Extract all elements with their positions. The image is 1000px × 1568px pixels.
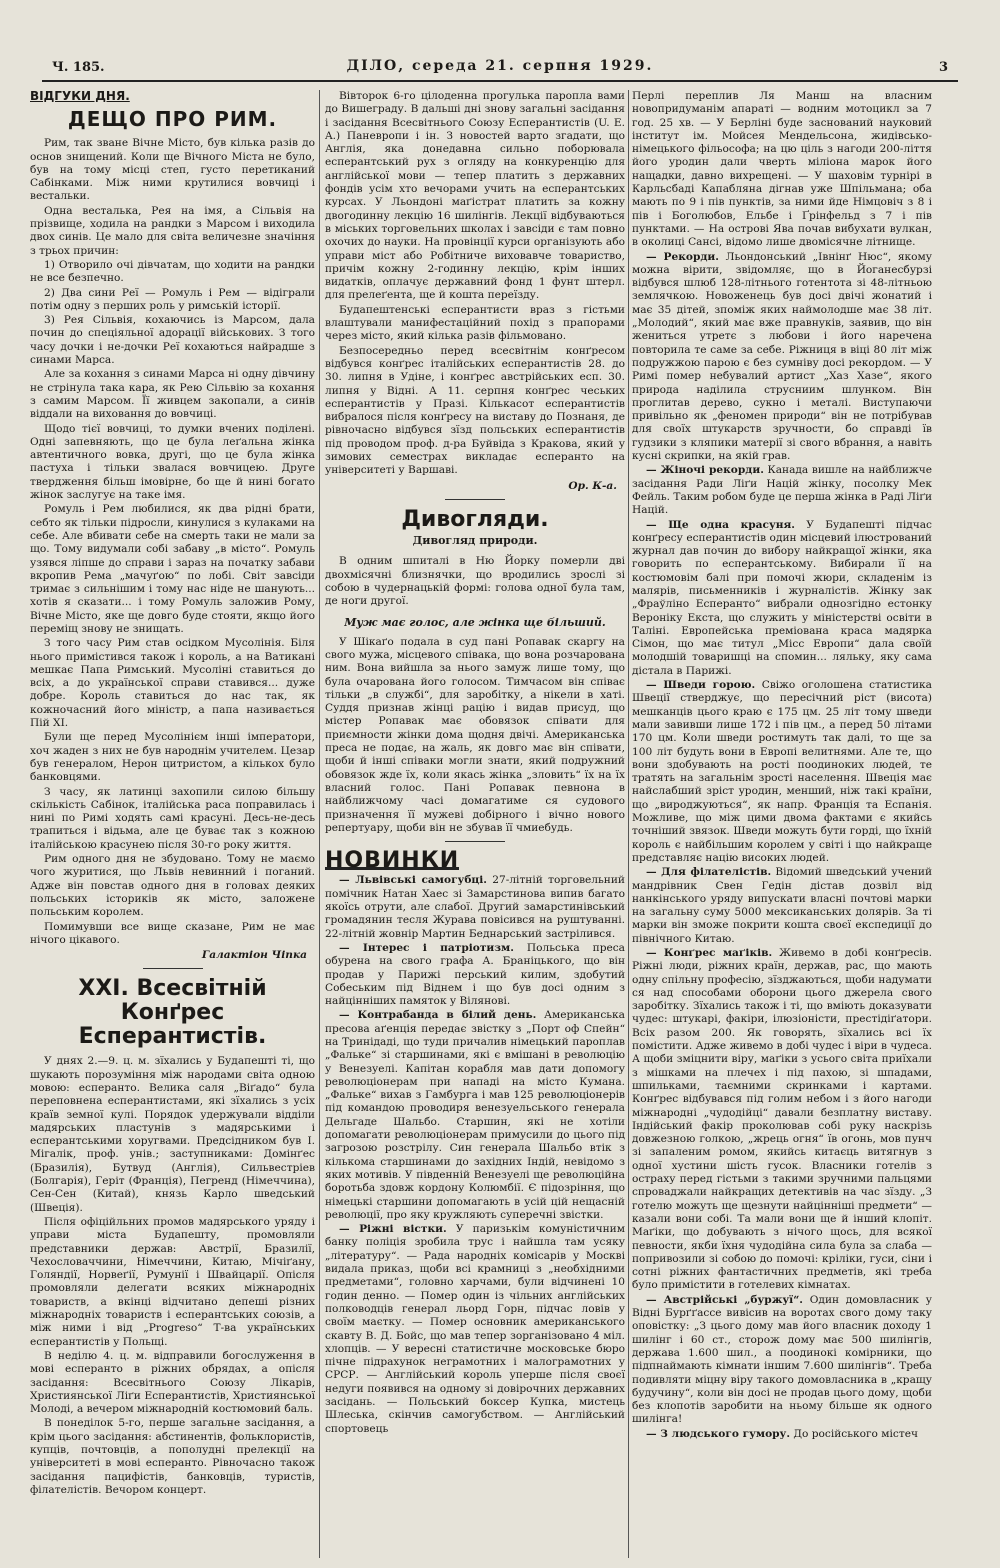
news-item	[632, 464, 932, 517]
news-text: Один домовласник у Відні Бурґґассе вивісив на воротах свого дому таку оповістку: „З цього дому мав його власник доходу 1 шилінг і 60 cт., сторож дому має 500 шилінгів, держава 1.600 шил., а поодинокі комірники, що підпнаймають кімнати іншим 7.600 шилінгів“. Треба подивляти міцну віру такого домовласника в „кращу будучину“, коли він досі не продав цього дому, щоби без клопотів заробити на ньому більше як одного шилінга!	[632, 1293, 932, 1426]
article-title-congress: XXI. Всесвітній Конґрес Есперантистів.	[78, 976, 267, 1050]
paper-name: ДІЛО,	[346, 58, 406, 74]
news-lead: — Жіночі рекорди.	[646, 464, 764, 477]
divider	[445, 841, 505, 842]
news-text: Живемо в добі конґресів. Ріжні люди, ріжних країн, держав, рас, що мають одну спільну професію, зїзджаються, щоби надумати ся над способами оборони цього джерела свого заробітку. Зїхались також і ті, що вміють доказувати чудес: штукарі, факіри, ілюзіоністи, престідіґатори. Всіх разом 200. Як говорять, зїхались всі їх помістити. Адже живемо в добі чудес і віри в чудеса. А щоби зміцнити віру, маґіки з усього світа приїхали з мішками на плечех і під пахою, зі шпадами, шпильками, таємними скринками і картами. Конґрес відбувався під голим небом і з його нагоди міжнародні „чудодійці“ давали безплатну виставу. Індійський факір проколював собі руку наскрізь довжезною голкою, „жрець огня“ їв огонь, мов пунч зі запаленим ромом, якийсь китаєць витягнув з одної хустини шість гусок. Власники готелів з остраху перед гістьми з такими зручними пальцями спроваджали найкращих детективів на час зїзду. „З готелю можуть ще щезнути найцінніші предмети“ — казали вони собі. Та мали вони ще й інший клопіт. Маґіки, що добувають з нічого щось, для всякої певности, якби їхня чудодійна сила була за слаба — попривозили зі собою до помочі: кріліки, гуси, сіни і сотні ріжних фантастичних предметів, які треба було примістити в готелевих кімнатах.	[632, 947, 932, 1292]
news-item	[632, 1428, 932, 1441]
paragraph: Перлі переплив Ля Манш на власним новопридуманім апараті — водним мотоцикл за 7 год. 25 хв. — У Берліні буде заснований науковий інститут ім. Мойсея Мендельсона, жидівсько-німецького фільософа; на цю ціль з нагоди 200-ліття його уродин дали чверть міліона марок його нащадки, давно вихрещені. — У шаховім турнірі в Карльсбаді Капабляна дігнав уже Шпільмана; оба мають по 9 і пів пунктів, за ними йде Німцовіч з 8 і пів і Боголюбов, Ельбе і Ґрінфельд з 7 і пів пунктами. — На острові Ява почав вибухати вулкан, в околиці Сансі, відомо лише двомісячне літнище.	[632, 90, 932, 249]
news-lead: — Австрійські „буржуї“.	[646, 1293, 803, 1306]
news-item	[325, 1223, 625, 1436]
section-label: ВІДГУКИ ДНЯ.	[30, 90, 130, 103]
paragraph: 3) Рея Сільвія, кохаючись із Марсом, дала почин до спеціяльної адорації військових. З того часу дочки і не-дочки Реї кохаються найрадше з синами Марса.	[30, 314, 315, 367]
author-signature: Галактіон Чіпка	[201, 949, 307, 962]
paper-title-and-date	[42, 58, 958, 74]
paragraph: В одним шпиталі в Ню Йорку померли дві двохмісячні близнячки, що вродились зрослі зі собою в чудернацькій формі: голова одної була там, де ноги другої.	[325, 555, 625, 608]
paragraph: Вівторок 6-го цілоденна прогулька паропла вами до Вишеграду. В дальші дні знову загальні засідання і засідання Всесвітнього Союзу Есперантистів (U. E. A.) Паневропи і ін. З новостей варто згадати, що Англія, яка донедавна сильно поборювала есперантський рух з огляду на конкуренцію для англійської мови — тепер платить з державних фондів усім хто вечорами учить на есперантських курсах. У Льондоні маґістрат платить за кожну двогодинну лекцію 16 шилінгів. Лекції відбуваються в міських торговельних школах і завсіди є там повно охочих до науки. На провінції курси організують або управи міст або Робітниче виховавче товариство, причім кожну 2-годинну лекцію, крім інших видатків, оплачує державний фонд 1 фунт штерл. для прелеґента, ще й кошта переїзду.	[325, 90, 625, 302]
news-item	[632, 947, 932, 1293]
paragraph: В неділю 4. ц. м. відправили богослуження в мові есперанто в ріжних обрядах, а опісля засідання: Всесвітнього Союзу Лікарів, Християнської Ліґи Есперантистів, Християнської Молоді, а вечером міжнародній костюмовий баль.	[30, 1349, 315, 1416]
subsection-title: Муж має голос, але жінка ще більший.	[344, 616, 606, 630]
page-number: 3	[938, 60, 948, 75]
issue-date: середа 21. серпня 1929.	[411, 58, 654, 74]
author-signature: Ор. К-а.	[568, 479, 617, 492]
news-text: 27-літній торговельний помічник Натан Хаес зі Замарстинова випив багато якоїсь отрути, але слабої. Другий замарстинівський громадянин тесля Журава повісився на руштуванні. 22-літній жовнір Мартин Беднарський застрілився.	[325, 874, 625, 940]
column-divider	[628, 90, 629, 1558]
news-text: До російського містеч	[790, 1427, 918, 1440]
news-item	[325, 1009, 625, 1222]
paragraph: Після офіційльних промов мадярського уряду і управи міста Будапешту, промовляли представники держав: Австрії, Бразилії, Чехословаччини, Німеччини, Китаю, Мічіґану, Голяндії, Норвеґії, Румунії і Швайцарії. Опісля промовляли делегати всяких міжнародніх товариств, а вкінці відчитано депеші різних міжнародніх товариств і есперантських союзів, а між ними і від „Progreso“ Т-ва українських есперантистів у Польщі.	[30, 1215, 315, 1348]
article-title-rome: ДЕЩО ПРО РИМ.	[67, 107, 278, 132]
paragraph: Рим одного дня не збудовано. Тому не маємо чого журитися, що Львів невинний і поганий. Адже він повстав одного дня в головах деяких польських істориків як місто, заложене польським королем.	[30, 853, 315, 919]
divider	[143, 968, 203, 969]
news-text: Польська преса обурена на свого графа А. Браніцького, що він продав у Парижі перський килим, здобутий Собеським під Віднем і що був досі одним з найцінніших памяток у Вілянові.	[325, 941, 625, 1008]
paragraph: Помимувши все вище сказане, Рим не має нічого цікавого.	[30, 920, 315, 946]
paragraph: Одна весталька, Рея на імя, а Сільвія на прізвище, ходила на рандки з Марсом і виходила двох синів. Це мало для світа величезне значіння з трьох причин:	[30, 204, 315, 257]
news-lead: — Ріжні вістки.	[339, 1223, 447, 1236]
paragraph: 2) Два сини Реї — Ромуль і Рем — відіграли потім одну з перших роль у римській історії.	[30, 286, 315, 312]
paragraph: З часу, як латинці захопили силою більшу скількість Сабінок, італійська раса поправилась і нині по Римі ходять самі красуні. Десь-не-десь трапиться і відьма, але це буває так з кожною італійською красунею після 30-го року життя.	[30, 785, 315, 851]
news-text: Американська пресова аґенція передає звістку з „Порт оф Спейн“ на Тринідаді, що туди причалив німецький пароплав „Фальке“ зі старшинами, які є вмішані в революцію у Венезуелі. Капітан корабля мав дати допомогу революціонерам при нападі на місто Кумана. „Фальке“ вихав з Гамбурга і мав 125 революціонерів під командою проводиря венезуельського генерала Дельгаде Шальбо. Старшин, які не хотіли допомагати революціонерам примусили до цього під загрозою розстрілу. Син генерала Шальбо втік з кількома старшинами до західних Індій, невідомо з яких мотивів. У південній Венезуелі ще революційна боротьба здовж кордону Колюмбії. Є підозріння, що німецькі старшини допомагають в усій цій нещасній революції, про яку кружляють суперечні звістки.	[325, 1009, 625, 1221]
news-text: Канада вишле на найближче засідання Ради Ліґи Націй жінку, посолку Мек Фейль. Таким робом буде це перша жінка в Раді Ліґи Націй.	[632, 464, 932, 517]
news-text: Відомий шведський учений мандрівник Свен Гедін дістав дозвіл від нанкінського уряду випускати власні почтові марки на загальну суму 5000 мексиканських долярів. За ті марки він зможе покрити кошта своєї експедиції до північного Китаю.	[632, 866, 932, 945]
news-lead: — Ще одна красуня.	[646, 518, 795, 531]
news-item	[632, 866, 932, 946]
news-text: Льондонський „Івнінґ Нюс“, якому можна вірити, звідомляє, що в Йоганесбурзі відбувся шлюб 128-літнього готентота зі 48-літньою землячкою. Новоженець був досі двічі жонатий і має 35 дітей, зпоміж яких наймолодше має 38 літ. „Молодий“, який має вже правнуків, заявив, що він жениться утретє з любови і його наречена повторила те саме за себе. Ріжниця в віці 80 літ між подружжою парою є без сумніву досі рекордом. — У Римі помер небувалий артист „Хаз Хазе“, якого природа наділила струсниим шлунком. Він проглитав дерево, сукно і металі. Виступаючи привільно як „феномен природи“ він не потрібував для своїх штукарств зручности, бо справді їв гудзики з кляпики матерії зі свого вбрання, а навіть кусні скрипки, на якій грав.	[632, 250, 932, 463]
paragraph: В понеділок 5-го, перше загальне засідання, а крім цього засідання: абстинентів, фольклористів, купців, почтовців, а пополудні прелекції на університеті в мові есперанто. Рівночасно також засідання пацифістів, банковців, туристів, філателістів. Вечором концерт.	[30, 1417, 315, 1496]
section-title-curios: Дивогляди.	[401, 506, 549, 532]
paragraph: Будапештенські есперантисти враз з гістьми влаштували манифестаційний похід з прапорами через місто, який кілька разів фільмовано.	[325, 303, 625, 343]
news-lead: — З людського гумору.	[646, 1427, 791, 1440]
news-text: У паризькім комуністичним банку поліція зробила трус і найшла там усяку „літературу“. — Рада народніх комісарів у Москві видала приказ, щоби всі крамниці з „необхідними предметами“, головно харчами, були відчинені 10 годин денно. — Помер один із чільних англійських полководців генерал льорд Горн, підчас ловів у своїм маєтку. — Помер основник американського скавту В. Д. Бойс, що мав тепер зорганізовано 4 міл. хлопців. — У вересні статистичне московське бюро пічне підрахунок неграмотних і малограмотних у СРСР. — Англійський король уперше після своєї недуги появився на одному зі довірочних державних засідань. — Польський боксер Купка, мистець Шлеська, скінчив самогубством. — Англійський спортовець	[325, 1223, 625, 1435]
paragraph: Але за кохання з синами Марса ні одну дівчину не стрінула така кара, як Рею Сільвію за кохання з самим Марсом. Її живцем закопали, а синів віддали на виховання до вовчиці.	[30, 368, 315, 421]
section-title-news: НОВИНКИ	[325, 848, 460, 874]
article-congress	[30, 1055, 315, 1497]
paragraph: У Шікаґо подала в суд пані Ропавак скаргу на свого мужа, місцевого співака, що вона розчарована ним. Вона вийшла за нього замуж лише тому, що була очарована його голосом. Тимчасом він співає тільки „в службі“, для заробітку, а нікели в хаті. Суддя признав жінці рацію і видав присуд, що містер Ропавак має обовязок співати для приємности жінки дома щодня двічі. Американська преса не подає, на жаль, як довго має він співати, щоби й інші співаки могли знати, який подружний обовязок жде їх, коли якась жінка „зловить“ їх на їх власний голос. Пані Ропавак певнона в найближчому часі домагатиме ся судового призначення її мужеві добірного і вічно нового репертуару, щоби він не збував її чмиебудь.	[325, 635, 625, 834]
paragraph: Безпосередньо перед всесвітнім конґресом відбувся конґрес італійських есперантистів 28. до 30. липня в Удіне, і конґрес австрійських есп. 30. липня у Відні. А 11. серпня конґрес чеських есперантистів у Празі. Кількасот есперантистів вибралося після конґресу на виставу до Познаня, де рівночасно відбувся зїзд польських есперантистів під проводом проф. д-ра Буйвіда з Кракова, який у зимових семестрах викладає есперанто на університеті у Варшаві.	[325, 344, 625, 477]
news-item	[325, 942, 625, 1008]
news-lead: — Для філателістів.	[646, 866, 772, 879]
news-lead: — Контрабанда в білий день.	[339, 1009, 537, 1022]
paragraph: 1) Отворило очі дівчатам, що ходити на рандки не все безпечно.	[30, 258, 315, 285]
news-text: У Будапешті підчас конґресу есперантистів один місцевий ілюстрований журнал дав почин до вибору найкращої жінки, яка говорить по есперантському. Вибирали її на костюмовім балі при помочі жюри, складенім із малярів, письменників і журналістів. Жінку зак „Фраўліно Есперанто“ вибрали однозгідно естонку Вероніку Екста, що служить у міністерстві освіти в Таліні. Европейська преміована краса мадярка Сімон, що має титул „Місс Европи“ дала своїй молодшій товаришці на спомин... ляльку, яку сама дістала в Парижі.	[632, 518, 932, 677]
news-item	[632, 1294, 932, 1427]
paragraph: У днях 2.—9. ц. м. зїхались у Будапешті ті, що шукають порозуміння між народами світа одною мовою: есперанто. Велика саля „Віґадо“ була переповнена есперантистами, які зїхались з усіх країв земної кулі. Порядок удержували відділи мадярських пластунів з мадярськими і есперантськими хоругвами. Предсідником був І. Мігалік, проф. унів.; заступниками: Домінґес (Бразилія), Бутвуд (Англія), Сильвестріев (Болгарія), Геріт (Франція), Пегренд (Німеччина), Сен-Сен (Китай), князь Карло шведський (Швеція).	[30, 1055, 315, 1214]
paragraph: Рим, так зване Вічне Місто, був кілька разів до основ знищений. Коли ще Вічного Міста не було, був на тому місці степ, густо перетиканий Сабінками. Між ними крутилися вовчиці і вестальки.	[30, 137, 315, 203]
column-2	[325, 90, 625, 1558]
news-lead: — Конґрес маґіків.	[646, 947, 773, 959]
news-lead: — Рекорди.	[646, 250, 719, 263]
news-item	[325, 874, 625, 940]
subsection-title: Дивогляд природи.	[412, 533, 538, 547]
column-divider	[319, 90, 320, 1558]
news-item	[632, 519, 932, 679]
news-text: Свіжо оголошена статистика Швеції стверджує, що пересічний ріст (висота) мешканців цього краю є 175 цм. 25 літ тому шведи мали завивши лише 172 і пів цм., а перед 50 літами 170 цм. Коли шведи ростимуть так далі, то ще за 100 літ будуть вони в Европі велитнями. Але те, що вони здобувають на рості поодиноких людей, те тратять на загальнім зрості населення. Швеція має найслабший зріст уродин, менший, ніж такі країни, що „вироджуються“, як напр. Франція та Еспанія. Можливе, що між цими двома фактами є якийсь точніший звязок. Шведи можуть бути горді, що їхній король є найбільшим королем у світі і що найкраще представляє націю високих людей.	[632, 679, 932, 864]
paragraph: Щодо тієї вовчиці, то думки вчених поділені. Одні запевняють, що це була леґальна жінка автентичного вовка, другі, що це була жінка пастуха і тільки звалася вовчицею. Друге твердження більш імовірне, бо ще й нині богато жінок заслугує на таке імя.	[30, 422, 315, 502]
paragraph: Були ще перед Мусолінієм інші імператори, хоч жаден з них не був народнім учителем. Цезар був генералом, Нерон цитристом, а кількох було банковцями.	[30, 731, 315, 784]
news-lead: — Львівські самогубці.	[339, 874, 487, 887]
news-item	[632, 251, 932, 464]
news-item	[632, 679, 932, 865]
column-3	[632, 90, 932, 1558]
divider	[445, 499, 505, 500]
news-lead: — Шведи горою.	[646, 679, 756, 692]
masthead	[42, 58, 958, 82]
issue-number: Ч. 185.	[52, 60, 105, 75]
news-lead: — Інтерес і патріотизм.	[339, 941, 514, 954]
paragraph: З того часу Рим став осідком Мусолінія. Біля нього примістився також і король, а на Ватикані мешкає Папа Римський. Мусоліні ставиться до всіх, а до української справи ставився... дуже добре. Король ставиться до нас так, як кожночасний його міністр, а папа називається Пій XI.	[30, 637, 315, 730]
article-rome	[30, 137, 315, 962]
column-1	[30, 90, 315, 1558]
paragraph: Ромуль і Рем любилися, як два рідні брати, себто як тільки підросли, кинулися з кулаками на себе. Але вбивати себе на смерть таки не мали за що. Тому видумали собі забаву „в місто“. Ромуль узявся ліпше до справи і зараз на початку забави вкропив Рема „мачуґою“ по лобі. Світ завсіди тримає з сильнішим і тому нас ніде не шанують... хотів я сказати... і тому Ромуль заложив Рому, Вічне Місто, яке ще довго буде стояти, якщо його переміщ знову не знищать.	[30, 503, 315, 635]
